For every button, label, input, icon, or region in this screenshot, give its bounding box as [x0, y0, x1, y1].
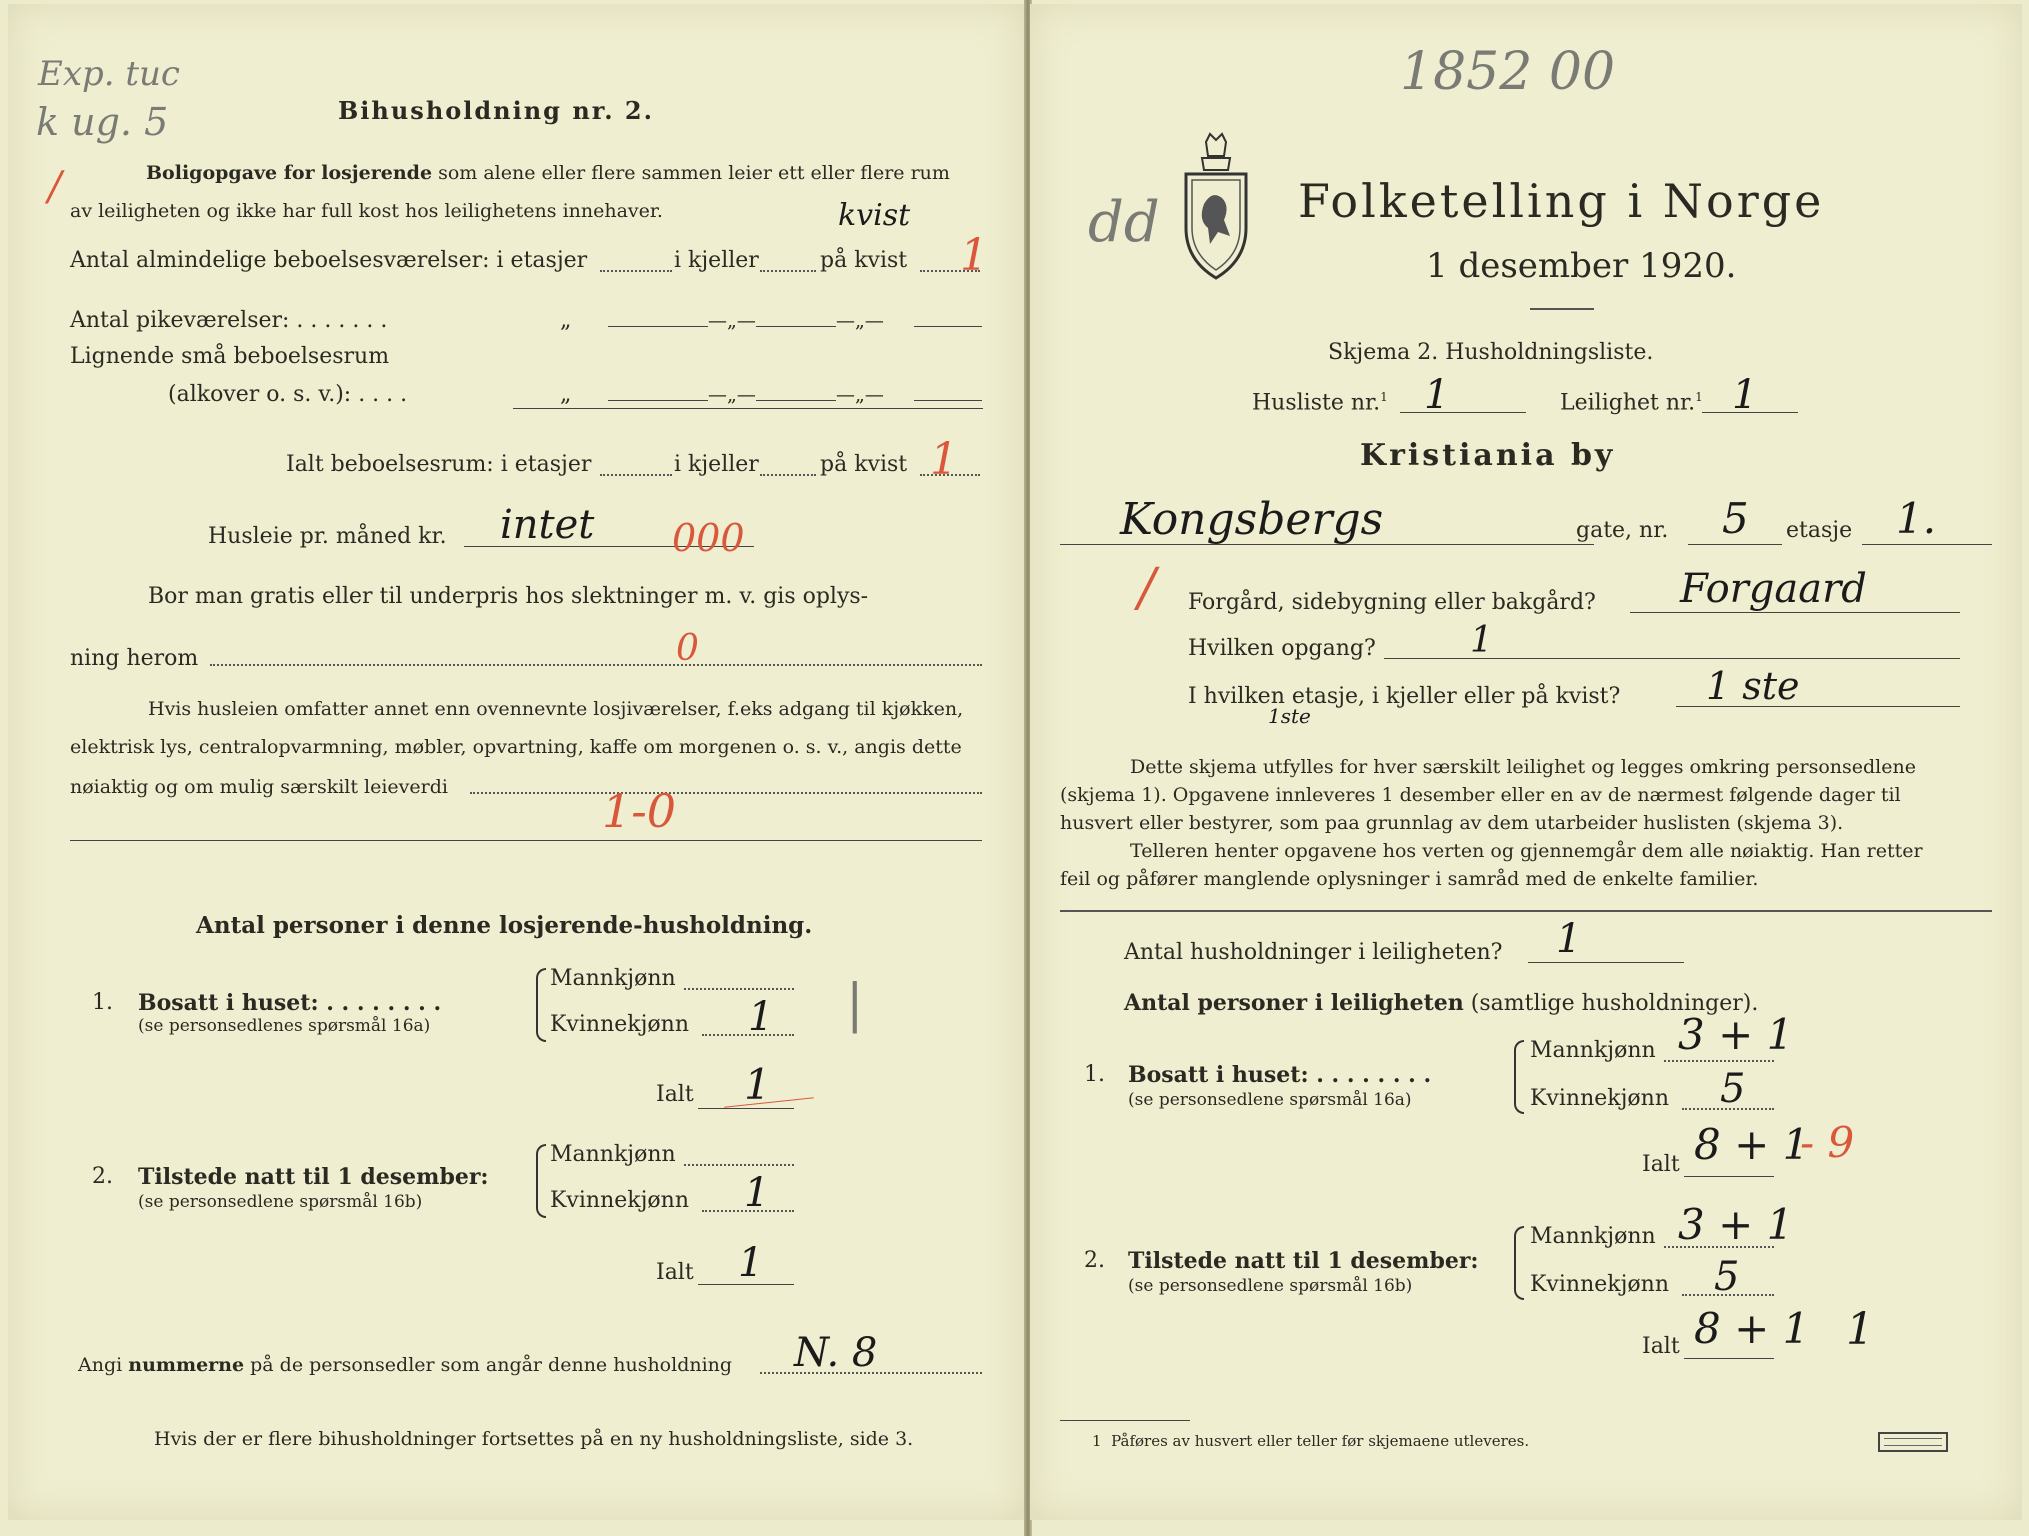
intro-bold: Boligopgave for losjerende: [146, 162, 433, 184]
q1-number: 1.: [92, 990, 113, 1015]
intro-line-2: av leiligheten og ikke har full kost hos leilighetens innehaver.: [70, 200, 663, 222]
nummerne-pre: Angi: [78, 1354, 123, 1376]
lignende-label: Lignende små beboelsesrum: [70, 344, 390, 369]
gratis-red-mark: 0: [676, 628, 699, 669]
nummerne-line: [78, 1354, 732, 1376]
rq2-brace: [1514, 1226, 1524, 1300]
gratis-field: [210, 664, 982, 666]
rq1-mann-label: Mannkjønn: [1530, 1038, 1656, 1063]
rooms-kjeller-label: i kjeller: [674, 248, 759, 273]
forgaard-label: Forgård, sidebygning eller bakgård?: [1188, 590, 1596, 615]
right-red-tick: /: [1138, 558, 1156, 618]
leilighet-text: Leilighet nr.: [1560, 390, 1696, 416]
margin-note-1: Exp. tuc: [38, 54, 180, 94]
footnote-text: Påføres av husvert eller teller før skjemaene utleveres.: [1111, 1432, 1530, 1450]
etasje-field: [1862, 544, 1992, 545]
etasje-value: 1.: [1896, 494, 1937, 543]
rooms-kjeller-field: [760, 270, 816, 272]
note-second-line: [70, 840, 982, 841]
q2-ialt-value: 1: [738, 1240, 764, 1286]
q2-brace: [536, 1144, 546, 1218]
rq1-ialt-value: 8 + 1: [1694, 1120, 1810, 1169]
note-line-1: Hvis husleien omfatter annet enn ovennevnte losjiværelser, f.eks adgang til kjøkken,: [148, 698, 964, 720]
section-rule: [1060, 910, 1992, 912]
nummerne-rest: på de personsedler som angår denne husholdning: [250, 1354, 733, 1376]
rq2-kvinne-value: 5: [1714, 1254, 1740, 1300]
rq2-ialt-tail: 1: [1846, 1304, 1874, 1355]
q1-kvinne-value: 1: [748, 994, 774, 1040]
q1-mann-label: Mannkjønn: [550, 966, 676, 991]
rq1-number: 1.: [1084, 1062, 1105, 1087]
rq1-mann-field: [1664, 1060, 1774, 1062]
rq2-number: 2.: [1084, 1248, 1105, 1273]
margin-note-2: k ug. 5: [36, 100, 169, 144]
red-tick: /: [48, 164, 62, 210]
rq2-label: Tilstede natt til 1 desember:: [1128, 1248, 1479, 1274]
title-rule: [1530, 308, 1594, 310]
gratis-line-1: Bor man gratis eller til underpris hos slektninger m. v. gis oplys-: [148, 584, 869, 609]
q1-label: Bosatt i huset: . . . . . . . .: [138, 990, 442, 1016]
street-value: Kongsbergs: [1120, 494, 1384, 545]
para1-line2: (skjema 1). Opgavene innleveres 1 desember eller en av de nærmest følgende dager til: [1060, 784, 1901, 806]
rq1-sub: (se personsedlene spørsmål 16a): [1128, 1090, 1412, 1110]
husleie-value: intet: [500, 502, 595, 548]
pike-line-1: [608, 326, 708, 327]
q1-sub: (se personsedlenes spørsmål 16a): [138, 1016, 431, 1036]
ialt-kjeller-field: [760, 474, 816, 476]
note-line-2: elektrisk lys, centralopvarmning, møbler, opvartning, kaffe om morgenen o. s. v., angis dette: [70, 736, 962, 758]
rq1-mann-value: 3 + 1: [1678, 1010, 1794, 1059]
q2-number: 2.: [92, 1164, 113, 1189]
gate-label: gate, nr.: [1576, 518, 1669, 543]
rq1-kvinne-label: Kvinnekjønn: [1530, 1086, 1669, 1111]
husliste-label: [1252, 390, 1388, 415]
left-footer: Hvis der er flere bihusholdninger fortsettes på en ny husholdningsliste, side 3.: [154, 1428, 914, 1450]
para2-line2: feil og påfører manglende oplysninger i samråd med de enkelte familier.: [1060, 868, 1759, 890]
husliste-field: [1400, 412, 1526, 413]
note-line-3: nøiaktig og om mulig særskilt leieverdi: [70, 776, 448, 798]
alkover-line-2: [756, 400, 836, 401]
para1-line1: Dette skjema utfylles for hver særskilt leilighet og legges omkring personsedlene: [1130, 756, 1916, 778]
q2-label: Tilstede natt til 1 desember:: [138, 1164, 489, 1190]
ialt-etasjer-field: [600, 474, 672, 476]
alkover-line-3: [914, 400, 982, 401]
rq1-ialt-field: [1684, 1176, 1774, 1177]
initials: dd: [1088, 190, 1160, 255]
q2-mann-field: [684, 1164, 794, 1166]
leilighet-value: 1: [1732, 372, 1758, 418]
leilighet-footnote-mark: 1: [1695, 390, 1703, 404]
rooms-etasjer-field: [600, 270, 672, 272]
note-red-mark: 1-0: [602, 784, 677, 838]
rq1-kvinne-value: 5: [1720, 1066, 1746, 1112]
ialt-kvist-label: på kvist: [820, 452, 908, 477]
form-date: 1 desember 1920.: [1426, 246, 1737, 286]
gratis-line-2: ning herom: [70, 646, 199, 671]
alkover-line-1: [608, 400, 708, 401]
bihusholdning-heading: Bihusholdning nr. 2.: [338, 96, 654, 125]
leilighet-label: [1560, 390, 1703, 415]
pike-ditto-2: —„—: [708, 310, 756, 332]
husliste-text: Husliste nr.: [1252, 390, 1381, 416]
hush-label: Antal husholdninger i leiligheten?: [1124, 940, 1503, 965]
form-title: Folketelling i Norge: [1298, 174, 1825, 228]
footnote: [1092, 1432, 1529, 1450]
alkover-sum-line: [513, 408, 983, 409]
rq2-ialt-field: [1684, 1358, 1774, 1359]
opgang-label: Hvilken opgang?: [1188, 636, 1376, 661]
rq2-mann-value: 3 + 1: [1678, 1200, 1794, 1249]
rq1-label: Bosatt i huset: . . . . . . . .: [1128, 1062, 1432, 1088]
intro-line-1: [146, 162, 950, 184]
husliste-value: 1: [1424, 372, 1450, 418]
husliste-footnote-mark: 1: [1380, 390, 1388, 404]
alkover-ditto-3: —„—: [836, 384, 884, 406]
footnote-rule: [1060, 1420, 1190, 1421]
rq2-ialt-label: Ialt: [1642, 1334, 1680, 1359]
alkover-ditto: „: [560, 382, 572, 407]
rq1-ialt-red: - 9: [1800, 1118, 1855, 1167]
rq2-kvinne-label: Kvinnekjønn: [1530, 1272, 1669, 1297]
pike-line-2: [756, 326, 836, 327]
q2-ialt-label: Ialt: [656, 1260, 694, 1285]
rq2-ialt-value: 8 + 1: [1694, 1304, 1810, 1353]
etasje-label: etasje: [1786, 518, 1853, 543]
persons-line: [1124, 990, 1758, 1016]
rq2-sub: (se personsedlene spørsmål 16b): [1128, 1276, 1413, 1296]
right-page: [1030, 4, 2022, 1520]
q1-mann-field: [684, 988, 794, 990]
forgaard-field: [1630, 612, 1960, 613]
q1-ialt-value: 1: [744, 1060, 771, 1109]
ietasje-label: I hvilken etasje, i kjeller eller på kvist?: [1188, 684, 1621, 709]
ialt-kvist-value: 1: [930, 434, 958, 485]
alkover-ditto-2: —„—: [708, 384, 756, 406]
rooms-kvist-note: kvist: [838, 198, 911, 233]
footnote-mark: 1: [1092, 1432, 1102, 1450]
gate-value: 5: [1722, 494, 1749, 543]
husleie-label: Husleie pr. måned kr.: [208, 524, 447, 549]
persons-bold: Antal personer i leiligheten: [1124, 990, 1464, 1016]
opgang-value: 1: [1470, 620, 1493, 661]
q1-brace: [536, 968, 546, 1042]
ietasje-under-note: 1ste: [1268, 704, 1311, 728]
persons-rest: (samtlige husholdninger).: [1470, 991, 1759, 1016]
q2-kvinne-label: Kvinnekjønn: [550, 1188, 689, 1213]
ietasje-value: 1 ste: [1706, 664, 1800, 708]
nummerne-value: N. 8: [794, 1330, 878, 1376]
q2-mann-label: Mannkjønn: [550, 1142, 676, 1167]
rq1-brace: [1514, 1040, 1524, 1114]
rq2-mann-label: Mannkjønn: [1530, 1224, 1656, 1249]
q1-kvinne-label: Kvinnekjønn: [550, 1012, 689, 1037]
rooms-kvist-label: på kvist: [820, 248, 908, 273]
q2-kvinne-value: 1: [744, 1170, 770, 1216]
q1-pencil-mark: |: [846, 974, 864, 1034]
husleie-red-mark: 000: [672, 516, 745, 560]
forgaard-value: Forgaard: [1680, 566, 1867, 612]
pike-ditto: „: [560, 308, 572, 333]
para1-line3: husvert eller bestyrer, som paa grunnlag av dem utarbeider huslisten (skjema 3).: [1060, 812, 1844, 834]
rq1-ialt-label: Ialt: [1642, 1152, 1680, 1177]
intro-rest: som alene eller flere sammen leier ett eller flere rum: [438, 162, 950, 184]
pike-ditto-3: —„—: [836, 310, 884, 332]
coat-of-arms-icon: [1178, 132, 1254, 286]
left-page: [8, 4, 1024, 1520]
archive-number: 1852 00: [1400, 42, 1616, 102]
rooms-kvist-value: 1: [960, 230, 988, 281]
gate-field: [1688, 544, 1782, 545]
pike-line-3: [914, 326, 982, 327]
rooms-label: Antal almindelige beboelsesværelser: i etasjer: [70, 248, 588, 273]
alkover-label: (alkover o. s. v.): . . . .: [168, 382, 408, 407]
note-field: [470, 792, 982, 794]
hush-field: [1528, 962, 1684, 963]
pike-label: Antal pikeværelser: . . . . . . .: [70, 308, 388, 333]
q2-sub: (se personsedlene spørsmål 16b): [138, 1192, 423, 1212]
skjema-label: Skjema 2. Husholdningsliste.: [1328, 340, 1654, 365]
ialt-rooms-label: Ialt beboelsesrum: i etasjer: [286, 452, 592, 477]
q1-ialt-label: Ialt: [656, 1082, 694, 1107]
city-name: Kristiania by: [1360, 438, 1616, 473]
para2-line1: Telleren henter opgavene hos verten og gjennemgår dem alle nøiaktig. Han retter: [1130, 840, 1923, 862]
hush-value: 1: [1556, 916, 1582, 962]
persons-heading: Antal personer i denne losjerende-husholdning.: [196, 912, 813, 939]
ialt-kjeller-label: i kjeller: [674, 452, 759, 477]
printer-stamp-icon: [1878, 1432, 1948, 1452]
nummerne-bold: nummerne: [128, 1354, 245, 1376]
